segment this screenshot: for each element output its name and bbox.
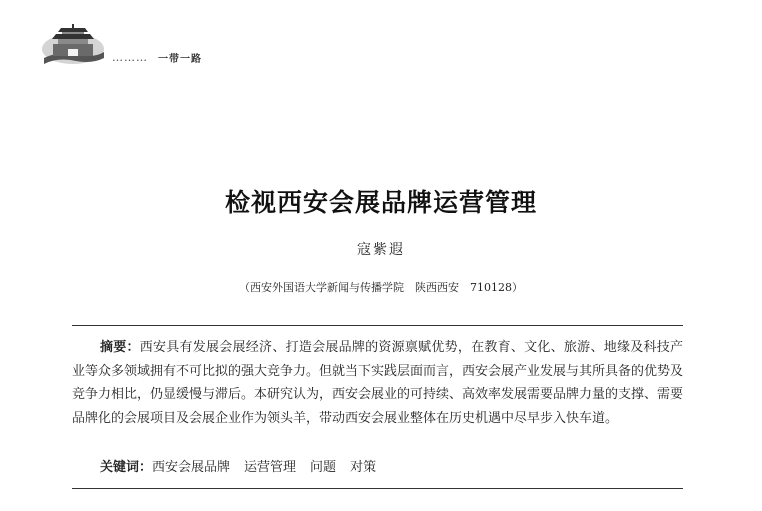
city-gate-tower-icon	[40, 22, 106, 68]
keywords-line	[100, 456, 390, 475]
keyword-item: 对策	[350, 460, 377, 475]
series-label: 一带一路	[158, 54, 202, 65]
abstract-heading: 摘要：	[100, 340, 140, 355]
abstract-block	[72, 336, 683, 430]
keyword-item: 西安会展品牌	[152, 460, 231, 475]
abstract-top-rule	[72, 325, 683, 326]
keywords-heading: 关键词：	[100, 460, 153, 475]
keyword-item: 问题	[310, 460, 337, 475]
abstract-bottom-rule	[72, 488, 683, 489]
article-author: 寇紫遐	[357, 242, 405, 258]
abstract-text: 西安具有发展会展经济、打造会展品牌的资源禀赋优势，在教育、文化、旅游、地缘及科技产业等众多领域拥有不可比拟的强大竞争力。但就当下实践层面而言，西安会展产业发展与其所具备的优势及竞争力相比，仍显缓慢与滞后。本研究认为，西安会展业的可持续、高效率发展需要品牌力量的支撑、需要品牌化的会展项目及会展企业作为领头羊，带动西安会展业整体在历史机遇中尽早步入快车道。	[72, 340, 684, 426]
article-title: 检视西安会展品牌运营管理	[224, 188, 537, 217]
leader-dots: ………	[112, 51, 148, 64]
author-affiliation: （西安外国语大学新闻与传播学院 陕西西安 710128）	[239, 281, 523, 294]
keyword-item: 运营管理	[244, 460, 297, 475]
series-header	[112, 50, 202, 65]
